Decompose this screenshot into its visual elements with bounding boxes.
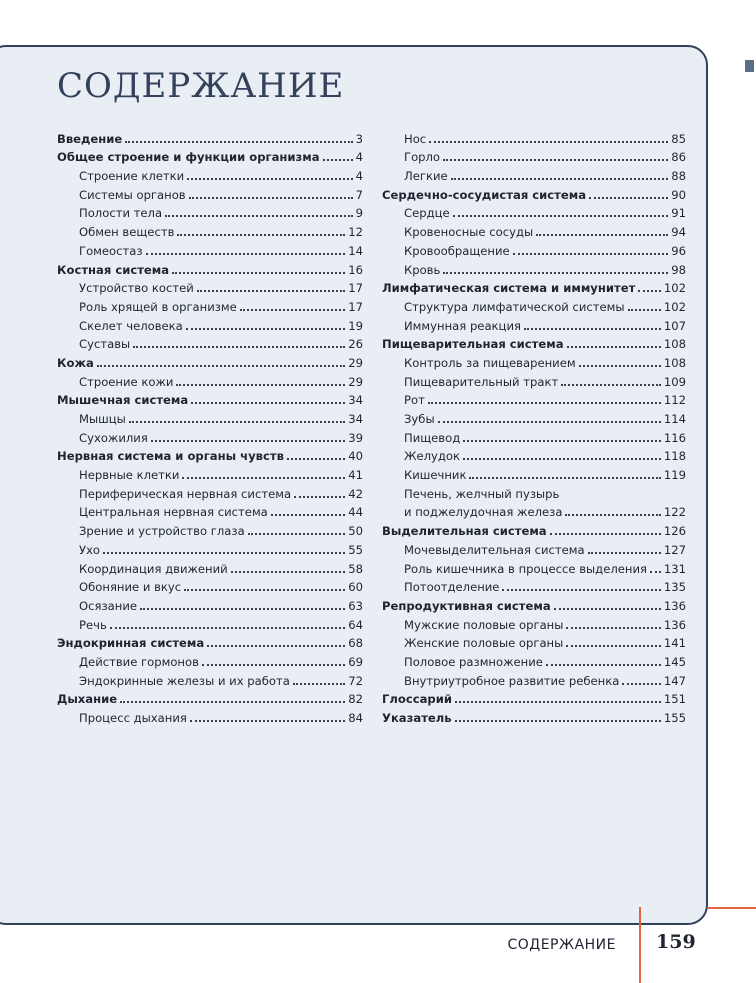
dot-leader xyxy=(429,141,668,143)
toc-entry-title: Гомеостаз xyxy=(79,243,143,258)
toc-subsection-entry xyxy=(382,576,686,595)
toc-section-entry xyxy=(382,706,686,725)
toc-entry-page: 68 xyxy=(348,636,363,651)
toc-entry-page: 96 xyxy=(671,243,686,258)
toc-entry-page: 58 xyxy=(348,561,363,576)
toc-entry-title: Осязание xyxy=(79,598,137,613)
toc-section-entry xyxy=(382,688,686,707)
dot-leader xyxy=(546,664,661,666)
toc-entry-page: 102 xyxy=(663,281,686,296)
toc-subsection-entry xyxy=(57,314,363,333)
toc-entry-page: 3 xyxy=(355,131,363,146)
toc-section-entry xyxy=(57,351,363,370)
toc-subsection-entry xyxy=(57,239,363,258)
toc-entry-page: 44 xyxy=(348,505,363,520)
dot-leader xyxy=(451,178,669,180)
toc-subsection-entry xyxy=(57,669,363,688)
dot-leader xyxy=(207,645,345,647)
dot-leader xyxy=(172,272,345,274)
toc-entry-page: 34 xyxy=(348,412,363,426)
toc-entry-page: 109 xyxy=(663,374,686,389)
toc-section-entry xyxy=(382,519,686,538)
toc-entry-page: 14 xyxy=(348,243,363,258)
toc-subsection-entry xyxy=(382,482,686,501)
toc-entry-page: 114 xyxy=(663,412,686,426)
toc-entry-page: 86 xyxy=(671,150,686,165)
toc-entry-title: Суставы xyxy=(79,337,131,352)
toc-entry-title: и поджелудочная железа xyxy=(404,505,563,520)
toc-entry-page: 112 xyxy=(663,393,686,408)
toc-subsection-entry xyxy=(57,463,363,482)
toc-subsection-entry xyxy=(57,183,363,202)
toc-entry-title: Выделительная система xyxy=(382,524,547,539)
dot-leader xyxy=(133,346,345,348)
dot-leader xyxy=(650,571,661,573)
toc-subsection-entry xyxy=(57,277,363,296)
toc-entry-title: Желудок xyxy=(404,449,461,464)
toc-entry-page: 136 xyxy=(663,617,686,632)
toc-entry-page: 98 xyxy=(671,262,686,277)
toc-subsection-entry xyxy=(382,407,686,426)
dot-leader xyxy=(588,552,661,554)
toc-subsection-entry xyxy=(57,557,363,576)
toc-subsection-entry xyxy=(57,576,363,595)
footer-accent-line-vertical xyxy=(639,907,641,983)
toc-entry-page: 108 xyxy=(663,337,686,352)
toc-entry-title: Мышцы xyxy=(79,412,126,426)
toc-entry-title: Контроль за пищеварением xyxy=(404,355,576,370)
toc-subsection-entry xyxy=(382,164,686,183)
toc-entry-title: Легкие xyxy=(404,169,448,184)
toc-subsection-entry xyxy=(382,127,686,146)
toc-entry-page: 12 xyxy=(348,225,363,240)
toc-entry-page: 63 xyxy=(348,598,363,613)
toc-subsection-entry xyxy=(57,482,363,501)
toc-entry-title: Пищеварительная система xyxy=(382,337,564,352)
toc-entry-page: 122 xyxy=(663,505,686,520)
toc-entry-title: Строение клетки xyxy=(79,169,185,184)
toc-entry-page: 64 xyxy=(348,617,363,632)
toc-entry-title: Мышечная система xyxy=(57,393,189,408)
toc-entry-title: Зрение и устройство глаза xyxy=(79,524,245,539)
toc-subsection-entry xyxy=(382,314,686,333)
dot-leader xyxy=(182,477,345,479)
toc-entry-title: Костная система xyxy=(57,262,170,277)
toc-subsection-entry xyxy=(382,445,686,464)
toc-entry-page: 29 xyxy=(348,355,363,370)
dot-leader xyxy=(554,608,661,610)
dot-leader xyxy=(294,496,345,498)
toc-entry-title: Рот xyxy=(404,393,425,408)
dot-leader xyxy=(561,384,661,386)
toc-entry-page: 50 xyxy=(348,524,363,539)
toc-entry-page: 135 xyxy=(663,580,686,595)
dot-leader xyxy=(443,159,668,161)
dot-leader xyxy=(190,720,345,722)
dot-leader xyxy=(463,458,661,460)
dot-leader xyxy=(103,552,345,554)
dot-leader xyxy=(202,664,345,666)
dot-leader xyxy=(231,571,346,573)
toc-entry-title: Сердце xyxy=(404,206,450,221)
toc-subsection-entry xyxy=(382,463,686,482)
toc-entry-title: Лимфатическая система и иммунитет xyxy=(382,281,636,296)
toc-column-left xyxy=(57,127,363,725)
toc-entry-title: Кровь xyxy=(404,262,441,277)
toc-section-entry xyxy=(57,632,363,651)
toc-subsection-entry xyxy=(57,295,363,314)
toc-entry-title: Мочевыделительная система xyxy=(404,542,585,557)
toc-entry-page: 84 xyxy=(348,711,363,725)
toc-entry-title: Устройство костей xyxy=(79,281,194,296)
dot-leader xyxy=(463,440,661,442)
dot-leader xyxy=(566,627,660,629)
toc-entry-title: Роль хрящей в организме xyxy=(79,299,237,314)
dot-leader xyxy=(438,421,661,423)
dot-leader xyxy=(455,701,661,703)
toc-subsection-entry xyxy=(57,407,363,426)
dot-leader xyxy=(271,514,345,516)
toc-entry-page: 102 xyxy=(663,299,686,314)
dot-leader xyxy=(140,608,345,610)
toc-entry-page: 91 xyxy=(671,206,686,221)
toc-subsection-entry xyxy=(57,706,363,725)
toc-subsection-entry xyxy=(382,632,686,651)
dot-leader xyxy=(151,440,345,442)
toc-subsection-entry xyxy=(382,501,686,520)
toc-entry-title: Зубы xyxy=(404,412,435,426)
toc-entry-title: Скелет человека xyxy=(79,318,183,333)
toc-entry-page: 127 xyxy=(663,542,686,557)
toc-entry-page: 82 xyxy=(348,692,363,707)
toc-entry-title: Центральная нервная система xyxy=(79,505,268,520)
toc-entry-title: Женские половые органы xyxy=(404,636,564,651)
toc-subsection-entry xyxy=(57,333,363,352)
toc-entry-title: Строение кожи xyxy=(79,374,174,389)
toc-subsection-entry xyxy=(57,613,363,632)
toc-entry-page: 72 xyxy=(348,673,363,688)
toc-subsection-entry xyxy=(382,389,686,408)
toc-entry-page: 4 xyxy=(355,169,363,184)
toc-section-entry xyxy=(382,277,686,296)
toc-entry-page: 126 xyxy=(663,524,686,539)
dot-leader xyxy=(589,197,668,199)
toc-subsection-entry xyxy=(382,557,686,576)
toc-entry-page: 107 xyxy=(663,318,686,333)
dot-leader xyxy=(125,141,352,143)
dot-leader xyxy=(293,683,345,685)
toc-entry-title: Кровообращение xyxy=(404,243,510,258)
dot-leader xyxy=(524,328,661,330)
toc-entry-page: 118 xyxy=(663,449,686,464)
running-footer-label: СОДЕРЖАНИЕ xyxy=(507,937,616,953)
toc-entry-page: 88 xyxy=(671,169,686,184)
toc-entry-title: Эндокринная система xyxy=(57,636,205,651)
toc-entry-title: Системы органов xyxy=(79,187,186,202)
dot-leader xyxy=(191,402,345,404)
toc-entry-title: Обоняние и вкус xyxy=(79,580,182,595)
toc-section-entry xyxy=(57,258,363,277)
dot-leader xyxy=(240,309,345,311)
dot-leader xyxy=(165,215,353,217)
page-edge-tab xyxy=(745,60,754,72)
toc-entry-title: Сердечно-сосудистая система xyxy=(382,187,587,202)
toc-entry-title: Внутриутробное развитие ребенка xyxy=(404,673,620,688)
toc-entry-title: Речь xyxy=(79,617,107,632)
toc-entry-title: Обмен веществ xyxy=(79,225,175,240)
toc-entry-title: Нервные клетки xyxy=(79,468,180,483)
toc-section-entry xyxy=(57,445,363,464)
toc-entry-title: Эндокринные железы и их работа xyxy=(79,673,290,688)
toc-entry-title: Кровеносные сосуды xyxy=(404,225,534,240)
dot-leader xyxy=(513,253,669,255)
dot-leader xyxy=(550,533,661,535)
toc-entry-page: 34 xyxy=(348,393,363,408)
toc-entry-title: Иммунная реакция xyxy=(404,318,521,333)
toc-section-entry xyxy=(57,127,363,146)
toc-subsection-entry xyxy=(57,370,363,389)
toc-section-entry xyxy=(382,183,686,202)
dot-leader xyxy=(469,477,660,479)
toc-subsection-entry xyxy=(382,538,686,557)
toc-subsection-entry xyxy=(382,220,686,239)
toc-entry-page: 136 xyxy=(663,598,686,613)
toc-entry-title: Полости тела xyxy=(79,206,163,221)
toc-subsection-entry xyxy=(57,538,363,557)
toc-entry-page: 7 xyxy=(355,187,363,202)
dot-leader xyxy=(287,458,345,460)
dot-leader xyxy=(184,589,345,591)
footer-accent-line-horizontal xyxy=(707,907,756,909)
toc-section-entry xyxy=(382,594,686,613)
toc-entry-title: Сухожилия xyxy=(79,430,148,445)
dot-leader xyxy=(455,720,661,722)
page-title: СОДЕРЖАНИЕ xyxy=(57,66,345,106)
dot-leader xyxy=(579,365,661,367)
dot-leader xyxy=(567,346,661,348)
page-number: 159 xyxy=(656,931,696,953)
toc-entry-title: Глоссарий xyxy=(382,692,452,707)
toc-subsection-entry xyxy=(382,669,686,688)
toc-column-right xyxy=(382,127,686,725)
toc-subsection-entry xyxy=(57,594,363,613)
toc-entry-title: Пищевод xyxy=(404,430,461,445)
toc-entry-title: Кишечник xyxy=(404,468,467,483)
dot-leader xyxy=(248,533,346,535)
toc-entry-title: Пищеварительный тракт xyxy=(404,374,559,389)
toc-entry-page: 145 xyxy=(663,654,686,669)
dot-leader xyxy=(146,253,346,255)
toc-subsection-entry xyxy=(382,650,686,669)
dot-leader xyxy=(177,234,345,236)
toc-entry-page: 29 xyxy=(348,374,363,389)
toc-section-entry xyxy=(57,688,363,707)
toc-entry-title: Половое размножение xyxy=(404,654,543,669)
toc-entry-page: 19 xyxy=(348,318,363,333)
toc-subsection-entry xyxy=(382,426,686,445)
dot-leader xyxy=(189,197,353,199)
dot-leader xyxy=(502,589,660,591)
toc-entry-title: Роль кишечника в процессе выделения xyxy=(404,561,647,576)
toc-subsection-entry xyxy=(382,613,686,632)
toc-entry-page: 94 xyxy=(671,225,686,240)
toc-section-entry xyxy=(57,389,363,408)
dot-leader xyxy=(110,627,345,629)
toc-section-entry xyxy=(382,333,686,352)
toc-section-entry xyxy=(57,146,363,165)
toc-subsection-entry xyxy=(382,370,686,389)
toc-subsection-entry xyxy=(382,146,686,165)
toc-entry-title: Периферическая нервная система xyxy=(79,486,292,501)
toc-entry-page: 42 xyxy=(348,486,363,501)
dot-leader xyxy=(120,701,345,703)
toc-entry-title: Кожа xyxy=(57,355,94,370)
toc-entry-page: 26 xyxy=(348,337,363,352)
toc-entry-page: 131 xyxy=(663,561,686,576)
toc-entry-title: Ухо xyxy=(79,542,101,557)
toc-entry-page: 147 xyxy=(663,673,686,688)
toc-entry-title: Потоотделение xyxy=(404,580,500,595)
toc-entry-page: 4 xyxy=(355,150,363,165)
toc-entry-page: 39 xyxy=(348,430,363,445)
dot-leader xyxy=(453,215,669,217)
toc-entry-page: 40 xyxy=(348,449,363,464)
dot-leader xyxy=(187,178,352,180)
toc-entry-page: 16 xyxy=(348,262,363,277)
dot-leader xyxy=(176,384,345,386)
dot-leader xyxy=(129,421,345,423)
toc-subsection-entry xyxy=(57,650,363,669)
dot-leader xyxy=(428,402,661,404)
toc-entry-page: 17 xyxy=(348,281,363,296)
toc-entry-title: Мужские половые органы xyxy=(404,617,564,632)
dot-leader xyxy=(197,290,345,292)
dot-leader xyxy=(323,159,353,161)
toc-subsection-entry xyxy=(57,519,363,538)
toc-entry-title: Горло xyxy=(404,150,441,165)
toc-subsection-entry xyxy=(382,351,686,370)
toc-entry-page: 55 xyxy=(348,542,363,557)
toc-subsection-entry xyxy=(57,426,363,445)
toc-entry-page: 9 xyxy=(355,206,363,221)
dot-leader xyxy=(566,645,661,647)
dot-leader xyxy=(622,683,661,685)
toc-entry-title: Структура лимфатической системы xyxy=(404,299,625,314)
toc-entry-title: Процесс дыхания xyxy=(79,711,187,725)
toc-entry-title: Действие гормонов xyxy=(79,654,199,669)
toc-subsection-entry xyxy=(382,258,686,277)
toc-subsection-entry xyxy=(57,202,363,221)
toc-subsection-entry xyxy=(57,220,363,239)
toc-subsection-entry xyxy=(382,295,686,314)
dot-leader xyxy=(97,365,345,367)
dot-leader xyxy=(536,234,668,236)
toc-entry-page: 69 xyxy=(348,654,363,669)
dot-leader xyxy=(186,328,345,330)
toc-subsection-entry xyxy=(57,501,363,520)
toc-entry-page: 119 xyxy=(663,468,686,483)
dot-leader xyxy=(628,309,661,311)
toc-entry-page: 41 xyxy=(348,468,363,483)
toc-entry-page: 90 xyxy=(671,187,686,202)
toc-entry-title: Дыхание xyxy=(57,692,118,707)
toc-entry-title: Координация движений xyxy=(79,561,228,576)
dot-leader xyxy=(443,272,668,274)
toc-entry-page: 155 xyxy=(663,711,686,725)
toc-entry-page: 85 xyxy=(671,131,686,146)
toc-entry-page: 17 xyxy=(348,299,363,314)
toc-subsection-entry xyxy=(382,202,686,221)
toc-entry-title: Указатель xyxy=(382,711,452,725)
dot-leader xyxy=(638,290,661,292)
toc-entry-title: Общее строение и функции организма xyxy=(57,150,320,165)
toc-entry-title: Печень, желчный пузырь xyxy=(404,486,560,501)
toc-entry-title: Нос xyxy=(404,131,427,146)
toc-entry-page: 108 xyxy=(663,355,686,370)
toc-entry-page: 60 xyxy=(348,580,363,595)
toc-entry-page: 141 xyxy=(663,636,686,651)
toc-entry-page: 116 xyxy=(663,430,686,445)
dot-leader xyxy=(565,514,660,516)
toc-subsection-entry xyxy=(57,164,363,183)
toc-subsection-entry xyxy=(382,239,686,258)
toc-entry-title: Репродуктивная система xyxy=(382,598,551,613)
toc-entry-page: 151 xyxy=(663,692,686,707)
toc-entry-title: Введение xyxy=(57,131,123,146)
toc-entry-title: Нервная система и органы чувств xyxy=(57,449,284,464)
